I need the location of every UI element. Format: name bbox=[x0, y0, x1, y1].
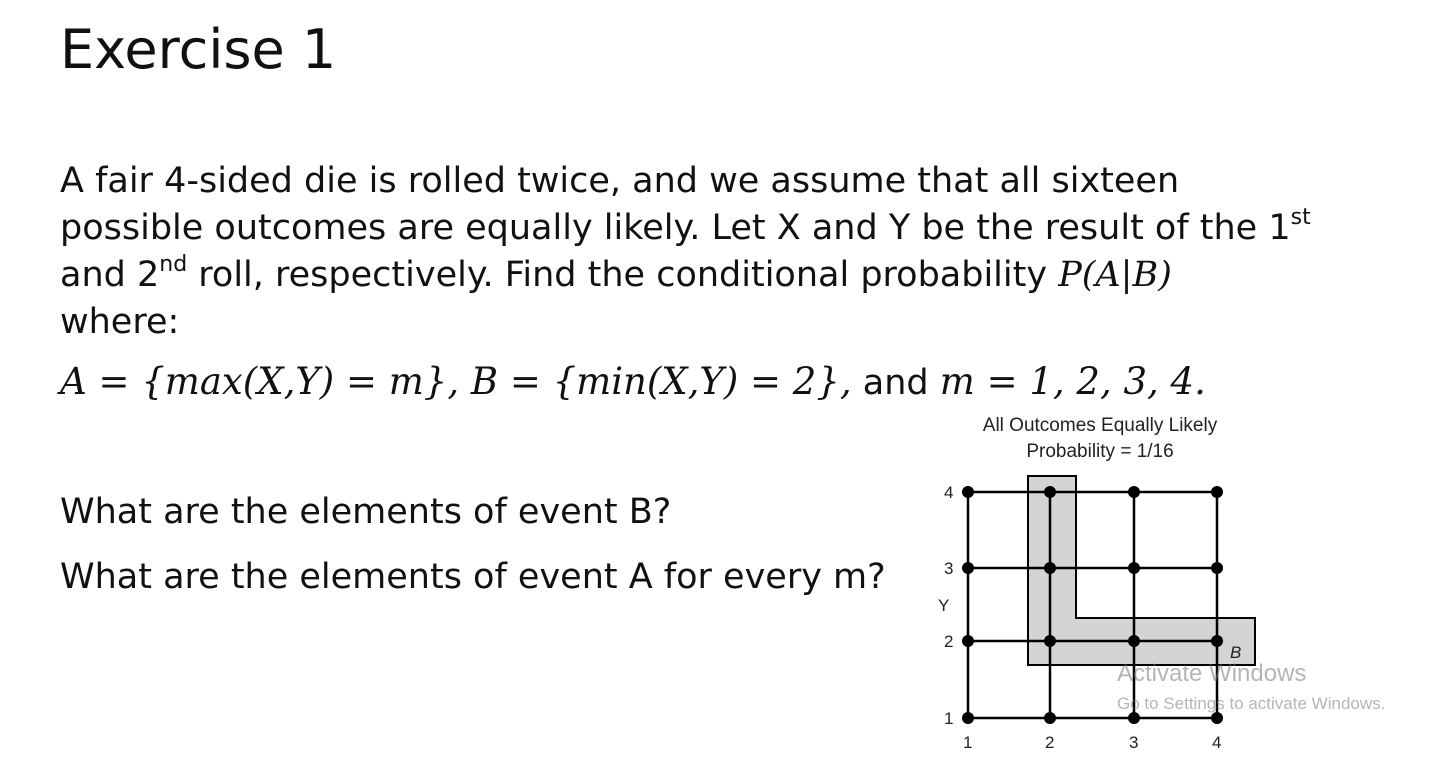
m-values: m = 1, 2, 3, 4. bbox=[939, 360, 1206, 403]
outcome-dot bbox=[962, 635, 974, 647]
y-tick-2: 2 bbox=[944, 632, 954, 651]
outcome-dot bbox=[1044, 562, 1056, 574]
ordinal-st: st bbox=[1290, 205, 1311, 231]
slide-title: Exercise 1 bbox=[60, 18, 337, 81]
y-axis-label: Y bbox=[938, 596, 950, 615]
x-tick-2: 2 bbox=[1045, 733, 1055, 752]
outcome-dot bbox=[1211, 635, 1223, 647]
region-b-label: B bbox=[1230, 643, 1242, 662]
outcome-dot bbox=[1211, 562, 1223, 574]
conditional-probability-expr: P(A|B) bbox=[1058, 255, 1172, 295]
activate-windows-watermark: Activate Windows bbox=[1117, 660, 1307, 687]
outcome-dot bbox=[1044, 635, 1056, 647]
question-1: What are the elements of event B? bbox=[60, 492, 672, 532]
ordinal-nd: nd bbox=[159, 252, 188, 278]
x-tick-3: 3 bbox=[1129, 733, 1139, 752]
problem-line-3 bbox=[60, 252, 1360, 299]
figure-caption-2: Probability = 1/16 bbox=[1026, 441, 1174, 462]
outcome-dot bbox=[1128, 635, 1140, 647]
question-2: What are the elements of event A for every m? bbox=[60, 557, 886, 597]
and-text: and bbox=[851, 363, 940, 403]
outcome-dot bbox=[1044, 486, 1056, 498]
outcome-dot bbox=[962, 712, 974, 724]
outcome-dot bbox=[1211, 486, 1223, 498]
problem-line-2-text: possible outcomes are equally likely. Let X and Y be the result of the 1 bbox=[60, 208, 1291, 248]
problem-line-1: A fair 4-sided die is rolled twice, and we assume that all sixteen bbox=[60, 161, 1180, 201]
x-tick-1: 1 bbox=[963, 733, 973, 752]
problem-line-3-pre: and 2 bbox=[60, 255, 160, 295]
y-tick-1: 1 bbox=[944, 709, 954, 728]
event-equations: A = {max(X,Y) = m}, B = {min(X,Y) = 2}, bbox=[60, 360, 852, 403]
x-tick-4: 4 bbox=[1212, 733, 1222, 752]
outcome-dot bbox=[1128, 562, 1140, 574]
problem-line-2 bbox=[60, 205, 1360, 252]
figure-caption-1: All Outcomes Equally Likely bbox=[982, 415, 1218, 436]
outcome-dot bbox=[962, 486, 974, 498]
outcome-dot bbox=[1128, 486, 1140, 498]
outcome-dot bbox=[1044, 712, 1056, 724]
y-tick-4: 4 bbox=[944, 483, 954, 502]
activate-windows-subtext: Go to Settings to activate Windows. bbox=[1117, 694, 1386, 713]
y-tick-3: 3 bbox=[944, 559, 954, 578]
problem-line-4: where: bbox=[60, 302, 180, 342]
outcome-dot bbox=[962, 562, 974, 574]
problem-line-3-post: roll, respectively. Find the conditional probability bbox=[187, 255, 1059, 295]
event-definitions bbox=[60, 360, 1206, 403]
outcome-dots bbox=[962, 486, 1223, 724]
problem-paragraph bbox=[60, 158, 1360, 346]
